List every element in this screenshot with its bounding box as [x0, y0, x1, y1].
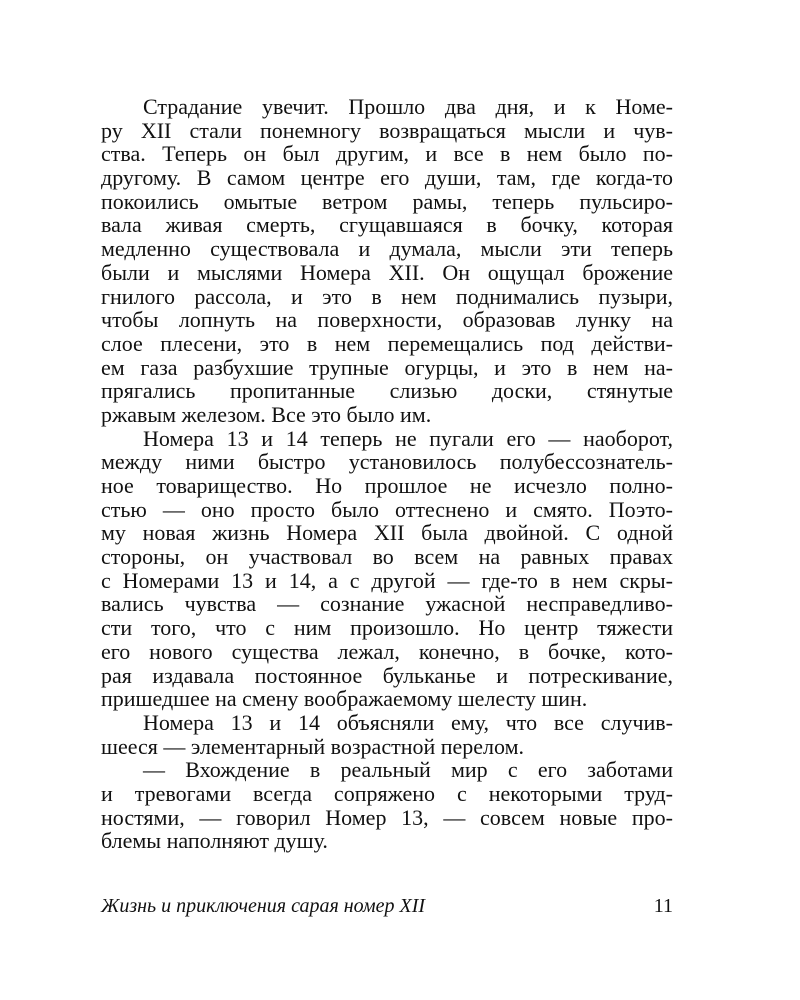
text-line: ржавым железом. Все это было им.	[101, 401, 432, 427]
text-line: покоились омытые ветром рамы, теперь пульсиро-	[101, 188, 673, 214]
text-line: блемы наполняют душу.	[101, 828, 328, 854]
text-line: Номера 13 и 14 теперь не пугали его — наоборот,	[143, 425, 673, 451]
text-line: с Номерами 13 и 14, а с другой — где-то в нем скры-	[101, 567, 673, 593]
text-line: между ними быстро установилось полубессознатель-	[101, 449, 673, 475]
text-line: прягались пропитанные слизью доски, стянутые	[101, 378, 673, 404]
text-line: ру XII стали понемногу возвращаться мысли и чув-	[101, 117, 673, 143]
body-text	[101, 95, 673, 853]
page-number: 11	[653, 895, 673, 917]
text-line: медленно существовала и думала, мысли эти теперь	[101, 236, 673, 262]
text-line: слое плесени, это в нем перемещались под действи-	[101, 330, 673, 356]
text-line: и тревогами всегда сопряжено с некоторыми труд-	[101, 780, 673, 806]
text-line: Номера 13 и 14 объясняли ему, что все случив-	[143, 709, 673, 735]
text-line: чтобы лопнуть на поверхности, образовав лунку на	[101, 307, 673, 333]
running-title: Жизнь и приключения сарая номер XII	[101, 895, 426, 917]
text-line: другому. В самом центре его души, там, где когда-то	[101, 165, 673, 191]
text-line: шееся — элементарный возрастной перелом.	[101, 733, 525, 759]
text-line: ное товарищество. Но прошлое не исчезло полно-	[101, 473, 673, 498]
text-line: — Вхождение в реальный мир с его заботами	[143, 757, 673, 783]
text-line: Страдание увечит. Прошло два дня, и к Номе-	[143, 94, 673, 119]
text-line: были и мыслями Номера XII. Он ощущал брожение	[101, 259, 673, 285]
text-line: му новая жизнь Номера XII была двойной. С одной	[101, 520, 673, 546]
text-line: гнилого рассола, и это в нем поднимались пузыри,	[101, 283, 673, 309]
text-line: рая издавала постоянное бульканье и потрескивание,	[101, 662, 673, 688]
text-line: сти того, что с ним произошло. Но центр тяжести	[101, 615, 673, 641]
text-line: стью — оно просто было оттеснено и смято. Поэто-	[101, 496, 673, 522]
text-line: вала живая смерть, сгущавшаяся в бочку, которая	[101, 212, 673, 238]
page-footer	[101, 893, 673, 919]
text-line: ностями, — говорил Номер 13, — совсем новые про-	[101, 804, 673, 830]
text-line: пришедшее на смену воображаемому шелесту шин.	[101, 686, 588, 712]
text-line: ем газа разбухшие трупные огурцы, и это в нем на-	[101, 354, 673, 380]
text-line: его нового существа лежал, конечно, в бочке, кото-	[101, 638, 673, 664]
text-line: ства. Теперь он был другим, и все в нем было по-	[101, 141, 673, 167]
text-line: стороны, он участвовал во всем на равных правах	[101, 544, 673, 570]
text-line: вались чувства — сознание ужасной несправедливо-	[101, 591, 673, 617]
